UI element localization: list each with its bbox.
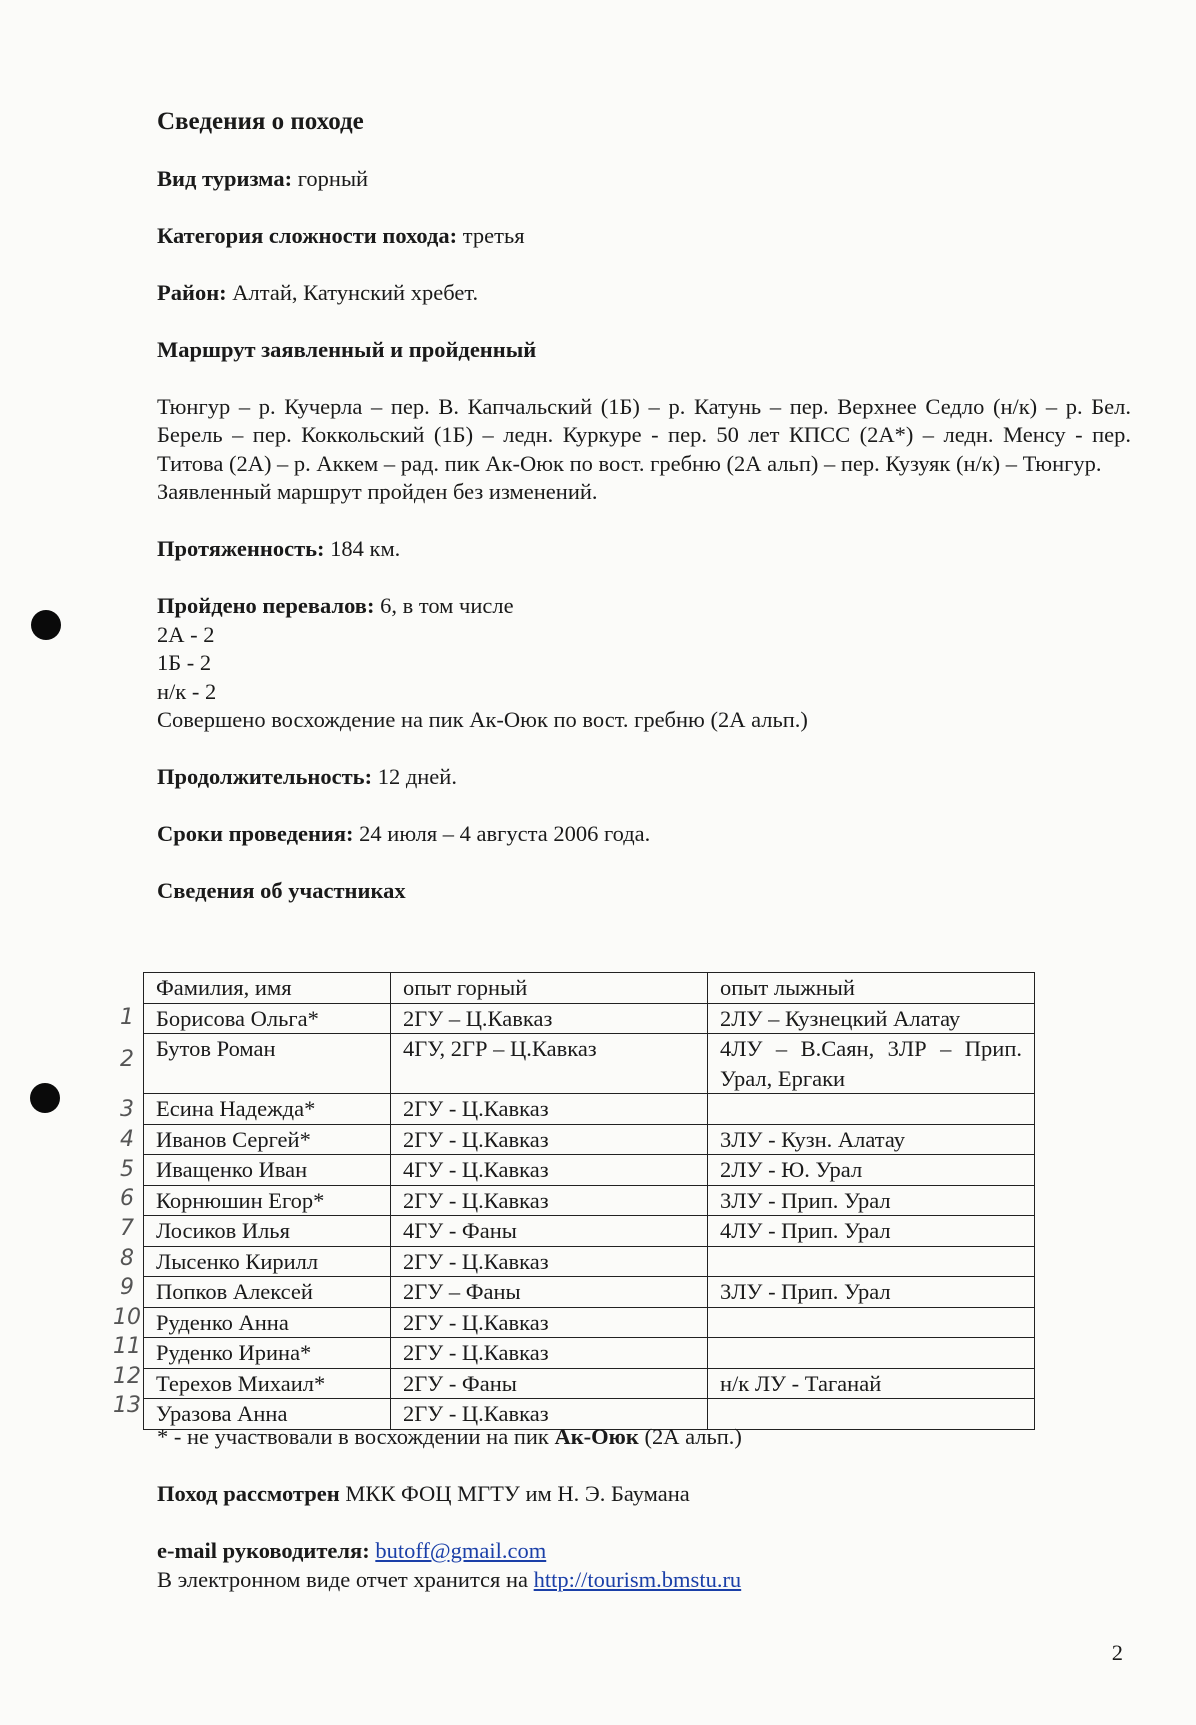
table-row xyxy=(144,1277,1035,1308)
mountain-experience: 4ГУ, 2ГР – Ц.Кавказ xyxy=(391,1034,708,1094)
mountain-experience: 2ГУ - Ц.Кавказ xyxy=(391,1094,708,1125)
mountain-experience: 4ГУ - Фаны xyxy=(391,1216,708,1247)
ski-experience xyxy=(708,1307,1035,1338)
mountain-experience: 2ГУ - Ц.Кавказ xyxy=(391,1399,708,1430)
ski-experience: 3ЛУ - Прип. Урал xyxy=(708,1185,1035,1216)
footnote-prefix: * - не участвовали в восхождении на пик xyxy=(157,1424,555,1449)
ski-experience: 2ЛУ – Кузнецкий Алатау xyxy=(708,1003,1035,1034)
mountain-experience: 2ГУ - Ц.Кавказ xyxy=(391,1307,708,1338)
difficulty-category-label: Категория сложности похода: xyxy=(157,222,458,248)
table-row xyxy=(144,1216,1035,1247)
participants-table xyxy=(143,972,1035,1430)
table-row xyxy=(144,1368,1035,1399)
handwritten-row-number: 3 xyxy=(120,1097,134,1122)
ski-experience: 3ЛУ - Прип. Урал xyxy=(708,1277,1035,1308)
mountain-experience: 2ГУ – Фаны xyxy=(391,1277,708,1308)
passes-line: 1Б - 2 xyxy=(157,650,212,675)
participant-name: Уразова Анна xyxy=(144,1399,391,1430)
participant-name: Лосиков Илья xyxy=(144,1216,391,1247)
table-row xyxy=(144,1307,1035,1338)
table-row xyxy=(144,1124,1035,1155)
handwritten-row-number: 9 xyxy=(120,1275,134,1300)
participant-name: Руденко Анна xyxy=(144,1307,391,1338)
table-row xyxy=(144,1094,1035,1125)
participant-name: Руденко Ирина* xyxy=(144,1338,391,1369)
report-storage-link[interactable]: http://tourism.bmstu.ru xyxy=(533,1566,742,1592)
tourism-type-label: Вид туризма: xyxy=(157,165,293,191)
handwritten-row-number: 2 xyxy=(120,1047,134,1072)
ski-experience: 2ЛУ - Ю. Урал xyxy=(708,1155,1035,1186)
leader-email-link[interactable]: butoff@gmail.com xyxy=(375,1538,547,1563)
handwritten-row-number: 11 xyxy=(113,1334,141,1359)
route-description: Тюнгур – р. Кучерла – пер. В. Капчальский (1Б) – р. Катунь – пер. Верхнее Седло (н/к) – р. Бел. Берель – пер. Коккольский (1Б) – ледн. Куркуре - пер. 50 лет КПСС (2А*) – ледн. Менсу - пер. Титова (2А) – р. Аккем – рад. пик Ак-Оюк по вост. гребню (2А альп) – пер. Кузуяк (н/к) – Тюнгур. xyxy=(157,393,1131,476)
handwritten-row-number: 5 xyxy=(120,1157,134,1182)
passes-section xyxy=(157,592,1131,735)
reviewed-value: МКК ФОЦ МГТУ им Н. Э. Баумана xyxy=(339,1481,690,1506)
column-header: опыт горный xyxy=(391,973,708,1004)
participant-name: Иващенко Иван xyxy=(144,1155,391,1186)
participant-name: Иванов Сергей* xyxy=(144,1124,391,1155)
region-value: Алтай, Катунский хребет. xyxy=(226,279,479,305)
passes-value: 6, в том числе xyxy=(374,593,514,618)
table-row xyxy=(144,1003,1035,1034)
passes-label: Пройдено перевалов: xyxy=(157,593,375,618)
page-title: Сведения о походе xyxy=(157,108,364,135)
ski-experience: н/к ЛУ - Таганай xyxy=(708,1368,1035,1399)
handwritten-row-number: 1 xyxy=(120,1005,134,1030)
table-row xyxy=(144,1155,1035,1186)
report-storage-text: В электронном виде отчет хранится на xyxy=(157,1566,534,1592)
table-header-row xyxy=(144,973,1035,1004)
duration-label: Продолжительность: xyxy=(157,764,373,789)
mountain-experience: 4ГУ - Ц.Кавказ xyxy=(391,1155,708,1186)
handwritten-row-number: 8 xyxy=(120,1246,134,1271)
route-length xyxy=(157,535,1131,564)
mountain-experience: 2ГУ - Ц.Кавказ xyxy=(391,1338,708,1369)
punch-hole-bottom xyxy=(30,1083,60,1113)
table-row xyxy=(144,1185,1035,1216)
participants-heading: Сведения об участниках xyxy=(157,878,406,903)
region-label: Район: xyxy=(157,279,227,305)
mountain-experience: 2ГУ - Ц.Кавказ xyxy=(391,1185,708,1216)
ascent-note: Совершено восхождение на пик Ак-Оюк по вост. гребню (2А альп.) xyxy=(157,707,808,732)
mountain-experience: 2ГУ – Ц.Кавказ xyxy=(391,1003,708,1034)
route-section xyxy=(157,393,1131,507)
region xyxy=(157,279,1131,308)
reviewed-label: Поход рассмотрен xyxy=(157,1481,340,1506)
handwritten-row-number: 6 xyxy=(120,1186,134,1211)
participant-name: Бутов Роман xyxy=(144,1034,391,1094)
dates-value: 24 июля – 4 августа 2006 года. xyxy=(353,821,651,846)
leader-email xyxy=(157,1537,1131,1566)
route-length-value: 184 км. xyxy=(324,536,401,561)
handwritten-row-number: 4 xyxy=(120,1127,134,1152)
passes-line: н/к - 2 xyxy=(157,678,217,704)
table-row xyxy=(144,1246,1035,1277)
duration-value: 12 дней. xyxy=(372,764,457,789)
passes-line: 2А - 2 xyxy=(157,621,215,647)
punch-hole-top xyxy=(31,610,61,640)
route-note: Заявленный маршрут пройден без изменений. xyxy=(157,479,598,504)
column-header: опыт лыжный xyxy=(708,973,1035,1004)
reviewed-by xyxy=(157,1480,1131,1509)
route-length-label: Протяженность: xyxy=(157,536,325,561)
duration xyxy=(157,763,1131,792)
difficulty-category xyxy=(157,222,1131,251)
participant-name: Лысенко Кирилл xyxy=(144,1246,391,1277)
participant-name: Борисова Ольга* xyxy=(144,1003,391,1034)
table-row xyxy=(144,1034,1035,1094)
handwritten-row-number: 7 xyxy=(120,1216,134,1241)
handwritten-row-number: 12 xyxy=(113,1364,141,1389)
ski-experience xyxy=(708,1246,1035,1277)
document-body xyxy=(157,108,1131,934)
difficulty-category-value: третья xyxy=(457,222,525,248)
ski-experience xyxy=(708,1094,1035,1125)
footnote-peak: Ак-Оюк xyxy=(554,1424,639,1449)
table-row xyxy=(144,1338,1035,1369)
footnote xyxy=(157,1423,1131,1452)
ski-experience: 4ЛУ - Прип. Урал xyxy=(708,1216,1035,1247)
dates xyxy=(157,820,1131,849)
participant-name: Корнюшин Егор* xyxy=(144,1185,391,1216)
participant-name: Терехов Михаил* xyxy=(144,1368,391,1399)
ski-experience: 3ЛУ - Кузн. Алатау xyxy=(708,1124,1035,1155)
handwritten-row-number: 10 xyxy=(113,1305,141,1330)
dates-label: Сроки проведения: xyxy=(157,821,354,846)
column-header: Фамилия, имя xyxy=(144,973,391,1004)
ski-experience xyxy=(708,1338,1035,1369)
mountain-experience: 2ГУ - Ц.Кавказ xyxy=(391,1246,708,1277)
route-heading: Маршрут заявленный и пройденный xyxy=(157,336,537,362)
participant-name: Попков Алексей xyxy=(144,1277,391,1308)
mountain-experience: 2ГУ - Ц.Кавказ xyxy=(391,1124,708,1155)
tourism-type xyxy=(157,165,1131,194)
handwritten-row-number: 13 xyxy=(113,1393,141,1418)
passes-summary xyxy=(157,592,1131,621)
ski-experience: 4ЛУ – В.Саян, 3ЛР – Прип. Урал, Ергаки xyxy=(708,1034,1035,1094)
participant-name: Есина Надежда* xyxy=(144,1094,391,1125)
footnote-suffix: (2А альп.) xyxy=(638,1424,742,1449)
document-footer-section xyxy=(157,1423,1131,1594)
mountain-experience: 2ГУ - Фаны xyxy=(391,1368,708,1399)
report-storage xyxy=(157,1566,1131,1595)
page-number: 2 xyxy=(1111,1640,1123,1665)
tourism-type-value: горный xyxy=(292,165,369,191)
leader-email-label: e-mail руководителя: xyxy=(157,1538,370,1563)
